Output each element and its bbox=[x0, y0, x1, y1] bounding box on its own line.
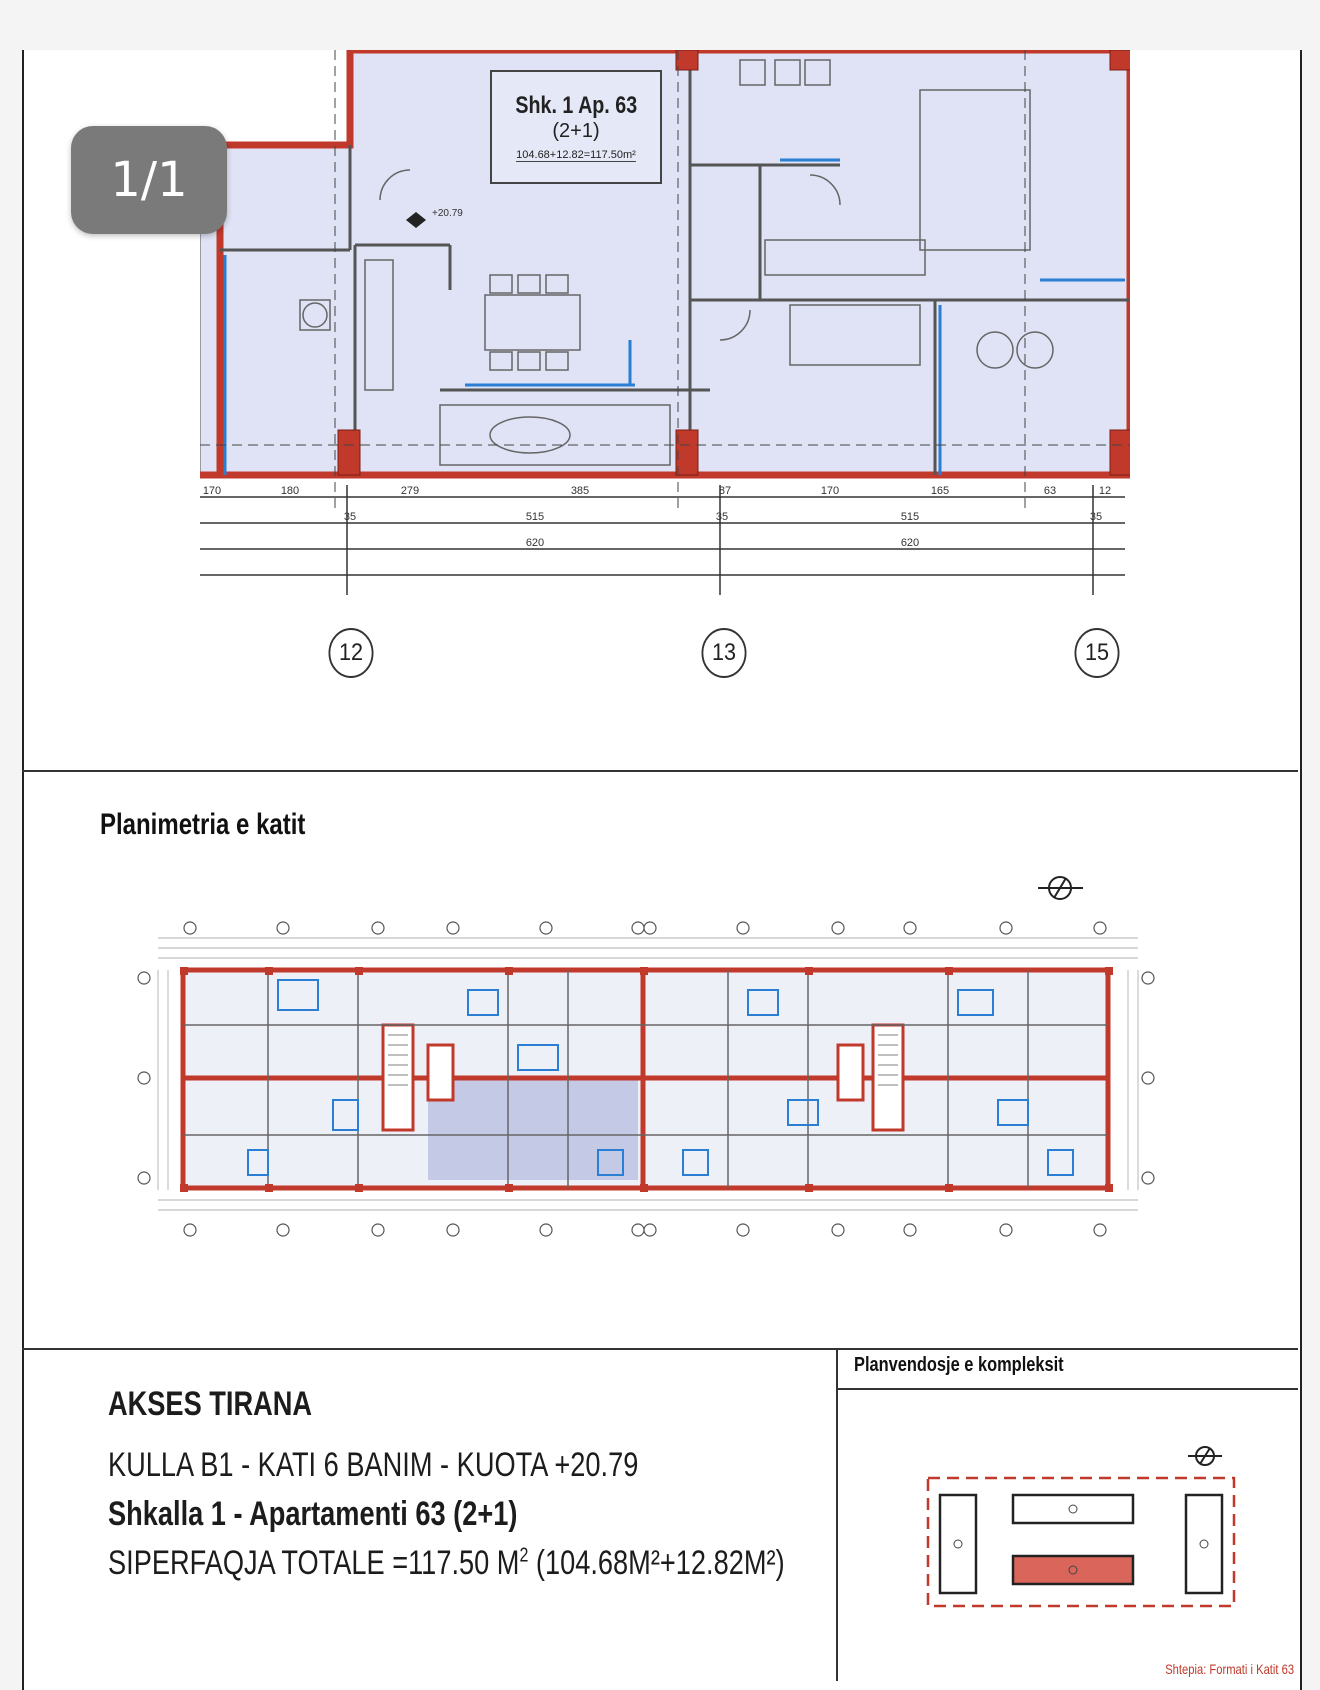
footer-note: Shtepia: Formati i Katit 63 bbox=[1165, 1661, 1294, 1677]
axis-marker-13: 13 bbox=[702, 628, 747, 678]
apartment-label bbox=[490, 70, 662, 184]
floor-plan-title: Planimetria e katit bbox=[100, 808, 306, 841]
stair-apartment-line: Shkalla 1 - Apartamenti 63 (2+1) bbox=[108, 1495, 518, 1533]
floor-plan-svg bbox=[128, 870, 1168, 1240]
divider-top bbox=[22, 770, 1298, 772]
dim-row3-0: 620 bbox=[525, 537, 545, 549]
dim-row2-1: 515 bbox=[525, 511, 545, 523]
north-arrow-icon bbox=[1038, 877, 1083, 899]
apartment-label-area: 104.68+12.82=117.50m² bbox=[516, 149, 636, 161]
dimension-lines bbox=[200, 485, 1130, 595]
dim-row2-4: 35 bbox=[1089, 511, 1103, 523]
dim-row1-8: 12 bbox=[1098, 485, 1112, 497]
axis-marker-15: 15 bbox=[1075, 628, 1120, 678]
dim-row1-0: 170 bbox=[202, 485, 222, 497]
dim-row2-3: 515 bbox=[900, 511, 920, 523]
divider-middle bbox=[22, 1348, 1298, 1350]
dim-row1-1: 180 bbox=[280, 485, 300, 497]
project-info bbox=[108, 1385, 954, 1583]
total-area-suffix: (104.68M²+12.82M²) bbox=[528, 1544, 785, 1582]
apartment-plan-drawing bbox=[200, 50, 1130, 510]
site-plan-drawing bbox=[920, 1440, 1240, 1620]
level-mark: +20.79 bbox=[432, 208, 463, 219]
floor-plan-drawing bbox=[128, 870, 1168, 1240]
page-indicator-badge[interactable]: 1/1 bbox=[71, 126, 227, 234]
apartment-label-type: (2+1) bbox=[552, 120, 600, 142]
dim-row1-7: 63 bbox=[1043, 485, 1057, 497]
site-north-arrow-icon bbox=[1188, 1447, 1222, 1465]
project-name: AKSES TIRANA bbox=[108, 1385, 313, 1423]
dim-row2-0: 35 bbox=[343, 511, 357, 523]
dim-row2-2: 35 bbox=[715, 511, 729, 523]
apartment-label-code: Shk. 1 Ap. 63 bbox=[515, 92, 637, 119]
dim-row1-5: 170 bbox=[820, 485, 840, 497]
total-area-superscript: 2 bbox=[519, 1544, 529, 1567]
site-plan-svg bbox=[920, 1440, 1240, 1620]
dim-row1-2: 279 bbox=[400, 485, 420, 497]
dim-row1-3: 385 bbox=[570, 485, 590, 497]
axis-marker-12: 12 bbox=[329, 628, 374, 678]
dim-row1-4: 87 bbox=[718, 485, 732, 497]
site-plan-title: Planvendosje e kompleksit bbox=[854, 1354, 1064, 1376]
dimension-drawing bbox=[200, 485, 1130, 595]
dim-row1-6: 165 bbox=[930, 485, 950, 497]
total-area-line bbox=[108, 1544, 785, 1583]
tower-floor-line: KULLA B1 - KATI 6 BANIM - KUOTA +20.79 bbox=[108, 1446, 639, 1484]
apartment-plan bbox=[200, 50, 1130, 510]
total-area-prefix: SIPERFAQJA TOTALE =117.50 M bbox=[108, 1544, 520, 1582]
dim-row3-1: 620 bbox=[900, 537, 920, 549]
